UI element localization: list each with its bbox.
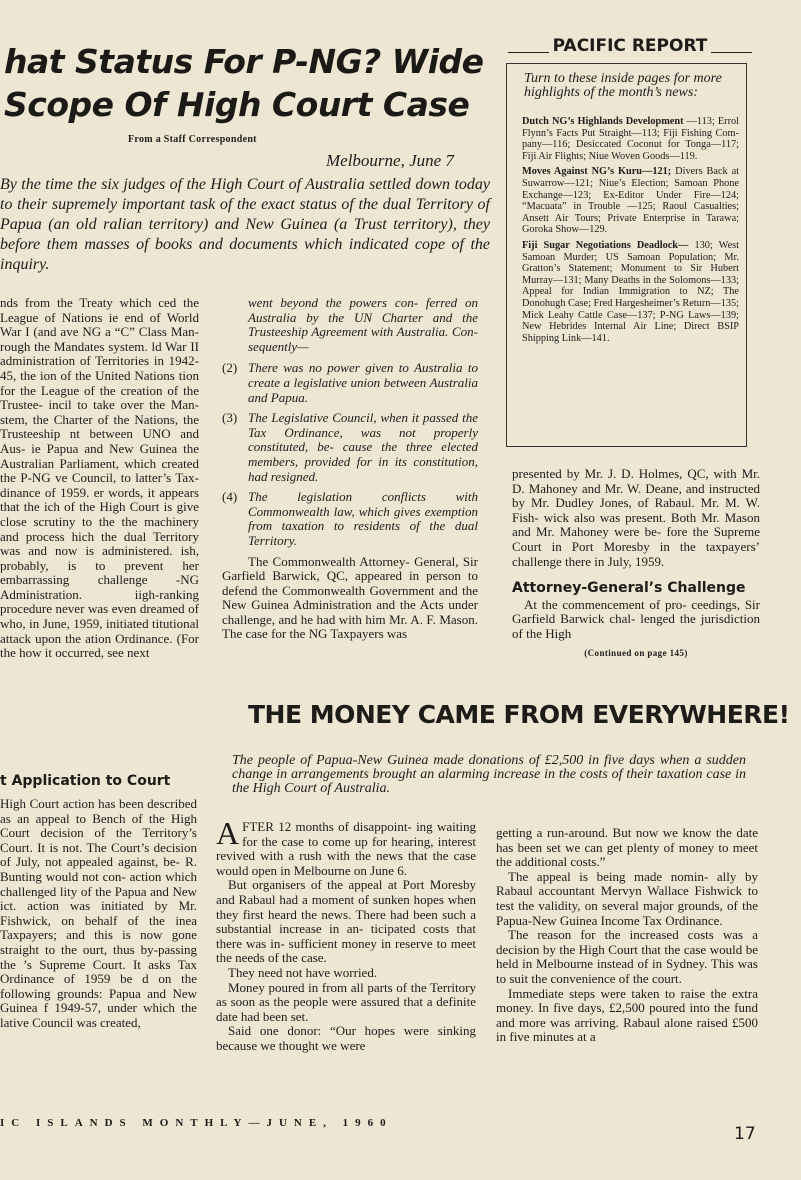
article-column-2 bbox=[222, 296, 478, 642]
article-column-3 bbox=[512, 467, 760, 660]
column-3-paragraph-2: At the commencement of pro- ceedings, Sir Garfield Barwick chal- lenged the jurisdiction of the High bbox=[512, 596, 760, 641]
header-rule-left bbox=[508, 52, 549, 53]
dateline: Melbourne, June 7 bbox=[326, 151, 454, 170]
article-column-1: nds from the Treaty which ced the League of Nations ie end of World War I (and ave NG a “C” Class Man- rough the Mandates system. ld War II administration of Territories in 1942-45, the ion of the United Nations tion for the League of the creation of the Trustee- incil to take over the Man- stem, the Charter of the Nations, the Trusteeship nt between UNO and Aus- ie Papua and New Guinea the Australian Parliament, which created the P-NG ve Council, to latter’s Tax- dinance of 1959. er words, it appears that the ich of the High Court is give close scrutiny to the the machinery and process hich the dual Territory was and now is administered. ish, probably, is to prevent her embarrassing challenge -NG Administration. iigh-ranking procedure never was even dreamed of who, in June, 1959, initiated titutional attack upon the ation Ordinance. (For the how it occurred, see next bbox=[0, 295, 199, 661]
headline-line-2: Scope Of High Court Case bbox=[4, 85, 470, 124]
report-item bbox=[522, 240, 739, 344]
header-rule-right bbox=[711, 52, 752, 53]
money-intro: The people of Papua-New Guinea made donations of £2,500 in five days when a sudden change in arrangements brought an alarming increase in the costs of their taxation case in the High Court of Australia. bbox=[232, 753, 746, 796]
money-paragraph-text: FTER 12 months of disappoint- ing waiting for the case to come up for hearing, interest revived with a rush with the news that the case would open in Melbourne on June 6. bbox=[216, 819, 476, 878]
application-text: High Court action has been described as an appeal to Bench of the High Court decision of the Territory’s Court. It is not. The Court’s decision of July, not appealed against, be- R. Bunting would not con- action which challenged lity of the Papua and New ict. action was initiated by Mr. Fishwick, on behalf of the inea Taxpayers; and this is now gone straight to the ourt, thus by-passing the ’s Supreme Court. It asks Tax Ordinance of 1959 be d on the following grounds: Papua and New Guinea f 1949-57, under which the lative Council was created, bbox=[0, 796, 197, 1030]
money-column-1 bbox=[216, 815, 476, 1054]
report-item-title: Moves Against NG’s Kuru—121; bbox=[522, 166, 672, 178]
pacific-report-box bbox=[506, 63, 747, 447]
money-banner-headline: THE MONEY CAME FROM EVERYWHERE! bbox=[248, 700, 790, 729]
report-item bbox=[522, 166, 739, 236]
page-number: 17 bbox=[734, 1124, 756, 1144]
ground-text: There was no power given to Australia to create a legislative union between Australia and Papua. bbox=[248, 360, 478, 405]
report-item-title: Dutch NG’s Highlands Development bbox=[522, 116, 684, 127]
ground-number: (4) bbox=[222, 489, 238, 505]
ground-text: The legislation conflicts with Commonwealth law, which gives exemption from taxation to residents of the dual Territory. bbox=[248, 489, 478, 548]
money-paragraph: The reason for the increased costs was a decision by the High Court that the case would be held in Melbourne instead of in Sydney. This was to suit the convenience of the court. bbox=[496, 927, 758, 986]
application-subhead: t Application to Court bbox=[0, 773, 171, 789]
ground-text: The Legislative Council, when it passed the Tax Ordinance, was not properly constituted, be- cause the three elected members, provided for in its constitution, had resigned. bbox=[248, 410, 478, 484]
money-paragraph: getting a run-around. But now we know the date has been set we can get plenty of money to meet the additional costs.” bbox=[496, 825, 758, 870]
ground-item bbox=[222, 490, 478, 548]
money-paragraph: Immediate steps were taken to raise the extra money. In five days, £2,500 poured into the fund and more was arriving. Rabaul alone raised £500 in five minutes at a bbox=[496, 985, 758, 1045]
money-paragraph: The appeal is being made nomin- ally by Rabaul accountant Mervyn Wallace Fishwick to test the validity, on several major grounds, of the Papua-New Guinea Income Tax Ordinance. bbox=[496, 868, 758, 928]
report-item bbox=[522, 116, 739, 162]
money-paragraph: But organisers of the appeal at Port Moresby and Rabaul had a moment of sunken hopes when they first heard the news. There had been such a substantial increase in an- ticipated costs that there was in- sufficient money in reserve to meet the needs of the case. bbox=[216, 877, 476, 966]
ground-number: (3) bbox=[222, 410, 238, 426]
byline: From a Staff Correspondent bbox=[128, 134, 257, 145]
report-item-text: Divers Back at Suwarrow—121; Niue’s Election; Samoan Phone Exchange—123; Ex-Editor Under Fire—124; “Macuata” in Trouble —125; Raoul Casualties; Ansett Air Tours; Private Enterprise in Tarawa; Goroka Show—129. bbox=[522, 166, 739, 236]
article-headline bbox=[4, 40, 494, 126]
report-item-text: 130; West Samoan Murder; US Samoan Population; Mr. Gratton’s Statement; Monument to Sir Hubert Murray—131; Many Deaths in the Solomons—133; Appeal for Indian Immigration to NZ; The Donohugh Case; Fred Hargesheimer’s Return—135; Mick Leahy Cattle Case—137; P-NG Laws—139; New Hebrides Internal Air Line; Direct BSIP Shipping Link—141. bbox=[522, 239, 740, 344]
ground-number: (2) bbox=[222, 360, 238, 376]
pacific-report-header bbox=[508, 36, 752, 56]
money-paragraph: Said one donor: “Our hopes were sinking because we thought we were bbox=[216, 1023, 476, 1053]
ground-item bbox=[222, 411, 478, 484]
column-2-lead: went beyond the powers con- ferred on Australia by the UN Charter and the Trusteeship Agreement with Australia. Con- sequently— bbox=[248, 295, 478, 354]
report-item-text: —113; Errol Flynn’s Facts Put Straight—113; Fiji Fishing Com- pany—116; Desiccated Coconut for Tonga—117; Fiji Air Flights; Niue Woven Goods—119. bbox=[522, 116, 740, 162]
money-paragraph: They need not have worried. bbox=[228, 964, 378, 980]
continued-note: (Continued on page 145) bbox=[584, 647, 688, 658]
column-2-paragraph: The Commonwealth Attorney- General, Sir Garfield Barwick, QC, appeared in person to defend the Commonwealth Government and the New Guinea Administration and the Acts under challenge, and he had with him Mr. A. F. Mason. The case for the NG Taxpayers was bbox=[222, 553, 478, 642]
pacific-report-intro: Turn to these inside pages for more highlights of the month’s news: bbox=[524, 71, 722, 100]
money-paragraph bbox=[216, 815, 476, 878]
report-item-title: Fiji Sugar Negotiations Deadlock— bbox=[522, 239, 689, 251]
drop-cap: A bbox=[216, 815, 240, 851]
money-column-2 bbox=[496, 826, 758, 1045]
ground-item bbox=[222, 361, 478, 405]
pacific-report-title: PACIFIC REPORT bbox=[552, 36, 708, 56]
column-3-paragraph: presented by Mr. J. D. Holmes, QC, with Mr. D. Mahoney and Mr. W. Deane, and instructed by Mr. Dudley Jones, of Rabaul. Mr. M. W. Fish- wick also was present. Both Mr. Mason and Mr. Mahoney were be- fore the Supreme Court in Port Moresby in the taxpayers’ challenge there in July, 1959. bbox=[512, 466, 760, 569]
article-intro: By the time the six judges of the High Court of Australia settled down today to their supremely important task of the exact status of the dual Territory of Papua (an old ralian territory) and New Guinea (a Trust territory), they before them masses of books and documents which indicated cope of the inquiry. bbox=[0, 176, 490, 273]
page-footer: IC ISLANDS MONTHLY—JUNE, 1960 bbox=[0, 1117, 393, 1129]
attorney-general-subhead: Attorney-General’s Challenge bbox=[512, 580, 746, 597]
money-paragraph: Money poured in from all parts of the Territory as soon as the people were assured that a definite date had been set. bbox=[216, 979, 476, 1024]
headline-line-1: hat Status For P-NG? Wide bbox=[4, 42, 484, 81]
